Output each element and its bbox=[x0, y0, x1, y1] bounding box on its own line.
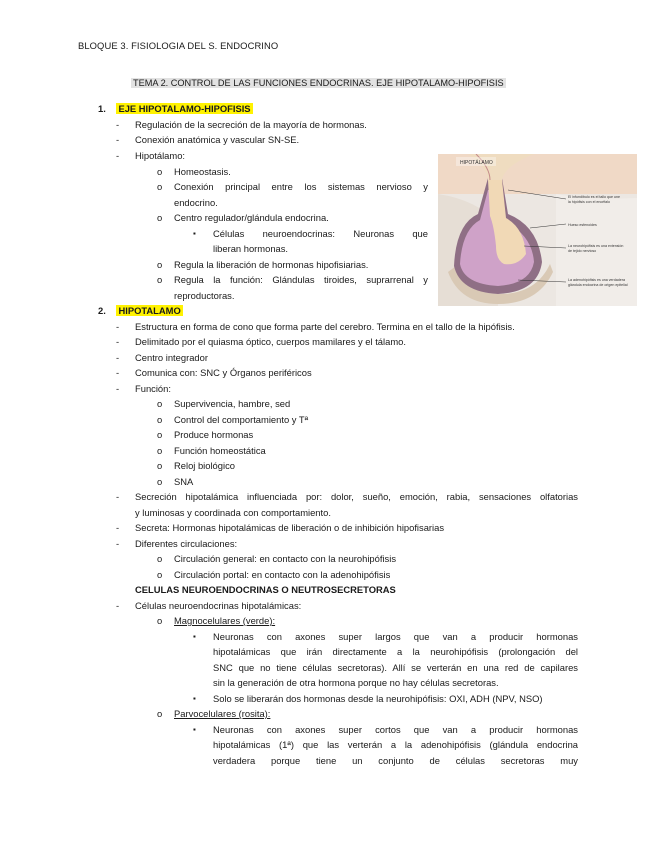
section-1-number: 1. bbox=[98, 103, 106, 114]
page-header: BLOQUE 3. FISIOLOGIA DEL S. ENDOCRINO bbox=[78, 40, 279, 51]
s2-line-6: - Secreción hipotalámica influenciada por: dolor, sueño, emoción, rabia, sensaciones olfatorias bbox=[135, 489, 578, 505]
figure-label-neurohipofisis-2: de tejido nervioso bbox=[568, 249, 597, 253]
s2-function-6: o SNA bbox=[174, 474, 193, 490]
s1-square-1-cont: liberan hormonas. bbox=[213, 243, 289, 254]
s1-circle-5-cont: reproductoras. bbox=[174, 290, 235, 301]
magno-bullet-1-line-3: SNC que no tiene células secretoras). Allí se verterán en una red de capilares bbox=[213, 662, 578, 673]
figure-label-neurohipofisis: La neurohipófisis es una extensión bbox=[568, 244, 624, 248]
s1-square-1: ▪ Células neuroendocrinas: Neuronas que bbox=[213, 226, 428, 242]
s2-function-5: o Reloj biológico bbox=[174, 458, 235, 474]
s1-circle-2: o Conexión principal entre los sistemas nervioso y bbox=[174, 179, 428, 195]
s2-line-7: - Secreta: Hormonas hipotalámicas de liberación o de inhibición hipofisarias bbox=[135, 520, 444, 536]
s2-circulation-2: o Circulación portal: en contacto con la adenohipófisis bbox=[174, 567, 390, 583]
s2-line-1: - Estructura en forma de cono que forma parte del cerebro. Termina en el tallo de la hipófisis. bbox=[135, 319, 515, 335]
s2-function-3: o Produce hormonas bbox=[174, 427, 253, 443]
parvo-bullet-1: ▪ Neuronas con axones super cortos que van a producir hormonas bbox=[213, 722, 578, 738]
section-2-title: HIPOTALAMO bbox=[118, 305, 181, 316]
s2-line-6-cont: y luminosas y coordinada con comportamiento. bbox=[135, 507, 331, 518]
topic-title: TEMA 2. CONTROL DE LAS FUNCIONES ENDOCRINAS. EJE HIPOTALAMO-HIPOFISIS bbox=[133, 78, 504, 88]
figure-label-adenohipofisis-2: glándula endocrina de origen epitelial bbox=[568, 283, 628, 287]
s1-circle-5: o Regula la función: Glándulas tiroides, suprarrenal y bbox=[174, 272, 428, 288]
section-2-number: 2. bbox=[98, 305, 106, 316]
s1-circle-3: o Centro regulador/glándula endocrina. bbox=[174, 210, 329, 226]
s2-line-9: - Células neuroendocrinas hipotalámicas: bbox=[135, 598, 301, 614]
s1-circle-2-cont: endocrino. bbox=[174, 197, 218, 208]
figure-label-infundibulo-2: la hipófisis con el encéfalo bbox=[568, 200, 610, 204]
s1-circle-1: o Homeostasis. bbox=[174, 164, 231, 180]
s1-line-3: - Hipotálamo: bbox=[135, 148, 185, 164]
parvo-bullet-1-line-2: hipotalámicas (1ª) que las verterán a la adenohipófisis (glándula endocrina bbox=[213, 739, 578, 750]
figure-title: HIPOTÁLAMO bbox=[460, 160, 493, 166]
parvocelulares-heading: o Parvocelulares (rosita): bbox=[174, 706, 270, 722]
s2-subtitle: CELULAS NEUROENDOCRINAS O NEUTROSECRETORAS bbox=[135, 584, 396, 595]
s2-function-2: o Control del comportamiento y Tª bbox=[174, 412, 308, 428]
pituitary-figure bbox=[438, 154, 637, 306]
s1-circle-4: o Regula la liberación de hormonas hipofisiarias. bbox=[174, 257, 368, 273]
magnocelulares-heading: o Magnocelulares (verde): bbox=[174, 613, 275, 629]
s2-line-8: - Diferentes circulaciones: bbox=[135, 536, 237, 552]
magno-bullet-1-line-4: sin la generación de otra hormona porque no hay células secretoras. bbox=[213, 677, 499, 688]
s2-function-1: o Supervivencia, hambre, sed bbox=[174, 396, 290, 412]
s2-line-4: - Comunica con: SNC y Órganos periféricos bbox=[135, 365, 312, 381]
figure-label-infundibulo: El infundíbulo es el tallo que une bbox=[568, 195, 620, 199]
parvo-bullet-1-line-3: verdadera porque tiene un conjunto de células secretoras muy bbox=[213, 755, 578, 766]
s2-line-3: - Centro integrador bbox=[135, 350, 208, 366]
figure-label-adenohipofisis: La adenohipófisis es una verdadera bbox=[568, 278, 625, 282]
s2-line-5: - Función: bbox=[135, 381, 171, 397]
s2-line-2: - Delimitado por el quiasma óptico, cuerpos mamilares y el tálamo. bbox=[135, 334, 406, 350]
section-1-heading bbox=[98, 101, 253, 117]
section-2-heading bbox=[98, 303, 183, 319]
s1-line-1: - Regulación de la secreción de la mayoría de hormonas. bbox=[135, 117, 367, 133]
magno-bullet-1-line-2: hipotalámicas que irán directamente a la neurohipófisis (prolongación del bbox=[213, 646, 578, 657]
section-1-title: EJE HIPOTALAMO-HIPOFISIS bbox=[118, 103, 251, 114]
magno-bullet-1: ▪ Neuronas con axones super largos que van a producir hormonas bbox=[213, 629, 578, 645]
magno-bullet-2: ▪ Solo se liberarán dos hormonas desde la neurohipófisis: OXI, ADH (NPV, NSO) bbox=[213, 691, 543, 707]
figure-label-esfenoides: Hueso esfenoides bbox=[568, 223, 597, 227]
s2-function-4: o Función homeostática bbox=[174, 443, 266, 459]
s2-circulation-1: o Circulación general: en contacto con la neurohipófisis bbox=[174, 551, 396, 567]
s1-line-2: - Conexión anatómica y vascular SN-SE. bbox=[135, 132, 299, 148]
